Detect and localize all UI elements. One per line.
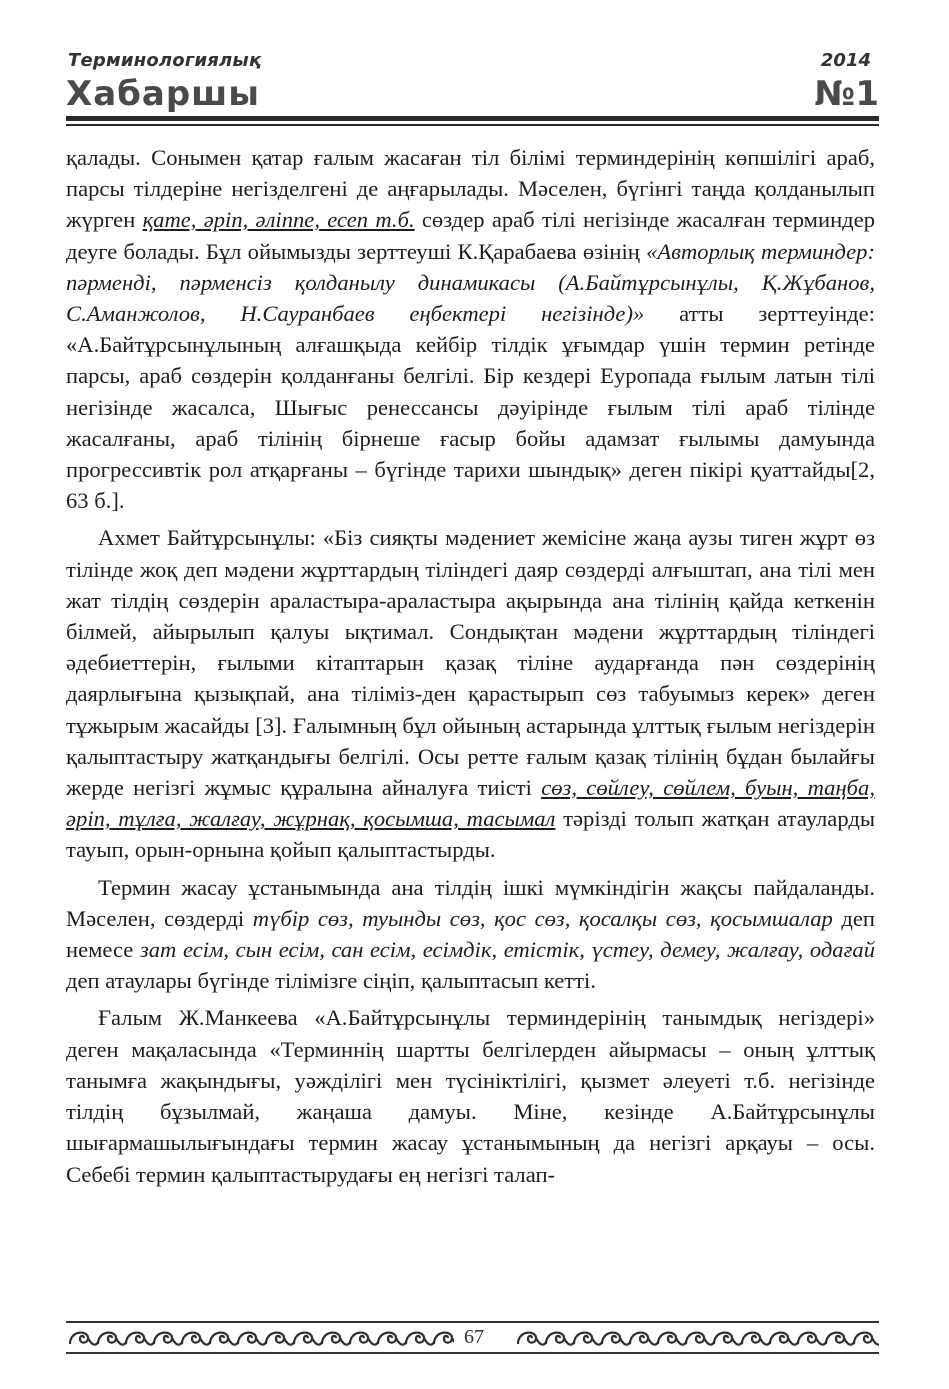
ornament-spiral — [798, 1333, 826, 1345]
ornament-spiral — [406, 1333, 434, 1345]
text-run: атты зерттеуінде: «А.Байтұрсынұлының алғашқыда кейбір тілдік ұғымдар үшін термин ретінде парсы, араб сөздерін қолданғаны белгілі. Бір кездері Еуропада ғылым латын тілі негізінде жасалса, Шығыс ренессансы дәуірінде ғылым тілі араб тілінде жасалғаны, араб тілінің бірнеше ғасыр бойы адамзат ғылымы дамуында прогрессивтік рол атқарғаны – бүгінде тарихи шындық» деген пікірі қуаттайды[2, 63 б.]. — [66, 301, 875, 514]
text-run: Ахмет Байтұрсынұлы: «Біз сияқты мәдениет жемісіне жаңа аузы тиген жұрт өз тілінде жоқ деп мәдени жұрттардың тіліндегі даяр сөздерді алғыштап, ана тілі мен жат тілдің сөздерін араластыра-араластыра ақырында ана тілінің қайда кеткенін білмей, айырылып қалуы ықтимал. Сондықтан мәдени жұрттардың тіліндегі әдебиеттерін, ғылыми кітаптарын қазақ тіліне аударғанда пән сөздерінің даярлығына қызықпай, ана тіліміз-ден қарастырып сөз табуымыз керек» деген тұжырым жасайды [3]. Ғалымның бұл ойының астарында ұлттық ғылым негіздерін қалыптастыру жатқандығы белгілі. Осы ретте ғалым қазақ тілінің бұдан былайғы жерде негізгі жұмыс құралына айналуға тиісті — [66, 525, 875, 801]
text-run: тәрізді толып жатқан атауларды тауып, орын-орнына қойып қалыптастырды. — [66, 806, 875, 863]
ornament-spiral — [686, 1333, 714, 1345]
footer-rule-bottom — [66, 1352, 879, 1354]
ornament-spiral — [70, 1333, 98, 1345]
ornament-spiral — [266, 1333, 294, 1345]
ornament-spiral — [574, 1333, 602, 1345]
ornament-spiral — [210, 1333, 238, 1345]
ornament-spiral — [630, 1333, 658, 1345]
ornament-spiral — [546, 1333, 574, 1345]
ornament-spiral — [602, 1333, 630, 1345]
italic-term-list: зат есім, сын есім, сан есім, есімдік, етістік, үстеу, демеу, жалғау, одағай — [139, 937, 875, 963]
page-number: 67 — [454, 1326, 494, 1349]
text-run: деп немесе — [66, 905, 875, 963]
paragraph — [66, 142, 875, 516]
italic-term-list: «Авторлық терминдер: пәрменді, пәрменсіз қолданылу динамикасы (А.Байтұрсынұлы, Қ.Жұбанов, С.Аманжолов, Н.Сауранбаев еңбектері негізінде)» — [66, 238, 875, 327]
header-rule-thin — [66, 124, 879, 126]
ornament-spiral — [826, 1333, 854, 1345]
underlined-term-list: қате, әріп, әліппе, есеп т.б. — [142, 207, 415, 233]
issue-number: №1 — [814, 74, 879, 114]
ornament-spiral — [182, 1333, 210, 1345]
paragraph — [66, 872, 875, 997]
ornament-spiral — [854, 1333, 879, 1345]
underlined-term-list: сөз, сөйлеу, сөйлем, буын, таңба, әріп, тұлға, жалғау, жұрнақ, қосымша, тасымал — [66, 775, 875, 832]
ornament-spiral — [714, 1333, 742, 1345]
italic-term-list: түбір сөз, туынды сөз, қос сөз, қосалқы сөз, қосымшалар — [252, 905, 833, 931]
text-run: сөздер араб тілі негізінде жасалған терминдер деуге болады. Бұл ойымызды зерттеуші К.Қарабаева өзінің — [66, 207, 875, 264]
issue-year: 2014 — [820, 50, 871, 71]
text-run: Термин жасау ұстанымында ана тілдің ішкі мүмкіндігін жақсы пайдаланды. Мәселен, сөздерді — [66, 874, 875, 931]
header-rule-thick — [66, 116, 879, 121]
text-run: қалады. Сонымен қатар ғалым жасаған тіл білімі терминдерінің көпшілігі араб, парсы тілдеріне негізделгені де аңғарылады. Мәселен, бүгінгі таңда қолданылып жүрген — [66, 145, 875, 233]
article-body — [66, 142, 875, 1196]
ornament-spiral — [126, 1333, 154, 1345]
text-run: деп атаулары бүгінде тілімізге сіңіп, қалыптасып кетті. — [66, 968, 596, 994]
ornament-spiral — [322, 1333, 350, 1345]
ornament-spiral — [238, 1333, 266, 1345]
paragraph — [66, 522, 875, 865]
ornament-spiral — [770, 1333, 798, 1345]
text-run: Ғалым Ж.Манкеева «А.Байтұрсынұлы терминдерінің танымдық негіздері» деген мақаласында «Терминнің шартты белгілерден айырмасы – оның ұлттық танымға жақындығы, уәждiлігі мен түсініктілігі, қызмет әлеуеті т.б. негізінде тілдің бұзылмай, жаңаша дамуы. Міне, кезінде А.Байтұрсынұлы шығармашылығындағы термин жасау ұстанымының да негізгі арқауы – осы. Себебі термин қалыптастырудағы ең негізгі талап- — [66, 1005, 875, 1187]
ornament-spiral — [378, 1333, 406, 1345]
ornament-spiral — [154, 1333, 182, 1345]
ornament-spiral — [742, 1333, 770, 1345]
paragraph — [66, 1002, 875, 1189]
ornament-spiral — [518, 1333, 546, 1345]
ornament-spiral — [294, 1333, 322, 1345]
ornament-spiral — [658, 1333, 686, 1345]
journal-title-main: Хабаршы — [66, 74, 261, 114]
ornament-spiral — [350, 1333, 378, 1345]
ornament-spiral — [98, 1333, 126, 1345]
journal-title-top: Терминологиялық — [68, 50, 262, 71]
